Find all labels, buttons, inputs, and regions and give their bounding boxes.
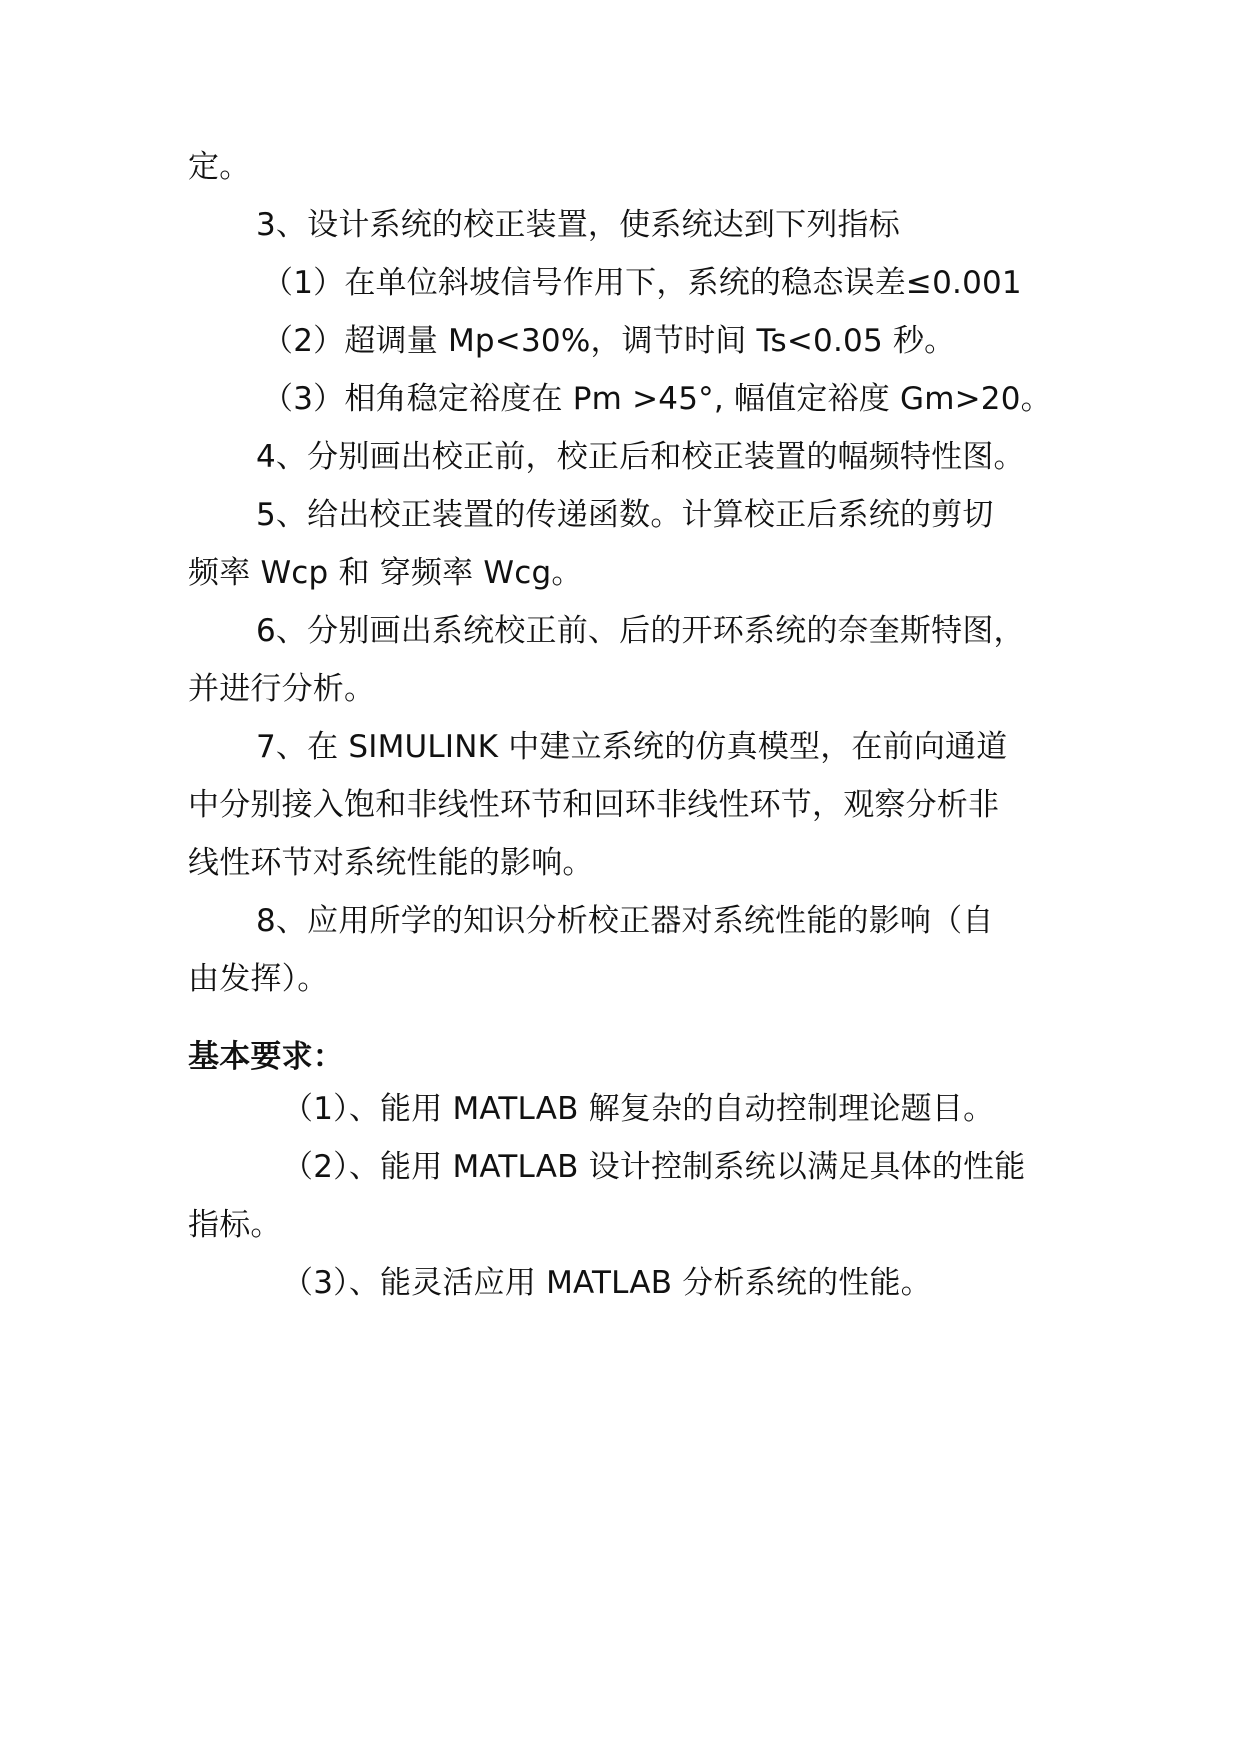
text-line: 中分别接入饱和非线性环节和回环非线性环节，观察分析非 [188, 787, 1000, 823]
requirement-item: （2）、能用 MATLAB 设计控制系统以满足具体的性能 [282, 1149, 1026, 1185]
text-line: 5、给出校正装置的传递函数。计算校正后系统的剪切 [256, 497, 994, 533]
text-line: 频率 Wcp 和 穿频率 Wcg。 [188, 555, 583, 591]
text-line: 8、应用所学的知识分析校正器对系统性能的影响（自 [256, 903, 994, 939]
text-line: 线性环节对系统性能的影响。 [188, 845, 594, 881]
text-line: 由发挥）。 [188, 961, 329, 997]
requirement-item: （3）、能灵活应用 MATLAB 分析系统的性能。 [282, 1265, 932, 1301]
text-line: 并进行分析。 [188, 671, 376, 707]
text-line: 6、分别画出系统校正前、后的开环系统的奈奎斯特图， [256, 613, 1025, 649]
text-line: 7、在 SIMULINK 中建立系统的仿真模型，在前向通道 [256, 729, 1008, 765]
text-line: （1）在单位斜坡信号作用下，系统的稳态误差≤0.001 [262, 265, 1022, 301]
requirements-heading: 基本要求： [188, 1039, 344, 1075]
text-line: 定。 [188, 149, 251, 185]
text-line: 4、分别画出校正前，校正后和校正装置的幅频特性图。 [256, 439, 1025, 475]
text-line: （2）超调量 Mp<30%，调节时间 Ts<0.05 秒。 [262, 323, 956, 359]
requirement-item: （1）、能用 MATLAB 解复杂的自动控制理论题目。 [282, 1091, 995, 1127]
requirement-item: 指标。 [188, 1207, 282, 1243]
text-line: 3、设计系统的校正装置，使系统达到下列指标 [256, 207, 900, 243]
text-line: （3）相角稳定裕度在 Pm >45°, 幅值定裕度 Gm>20。 [262, 381, 1052, 417]
